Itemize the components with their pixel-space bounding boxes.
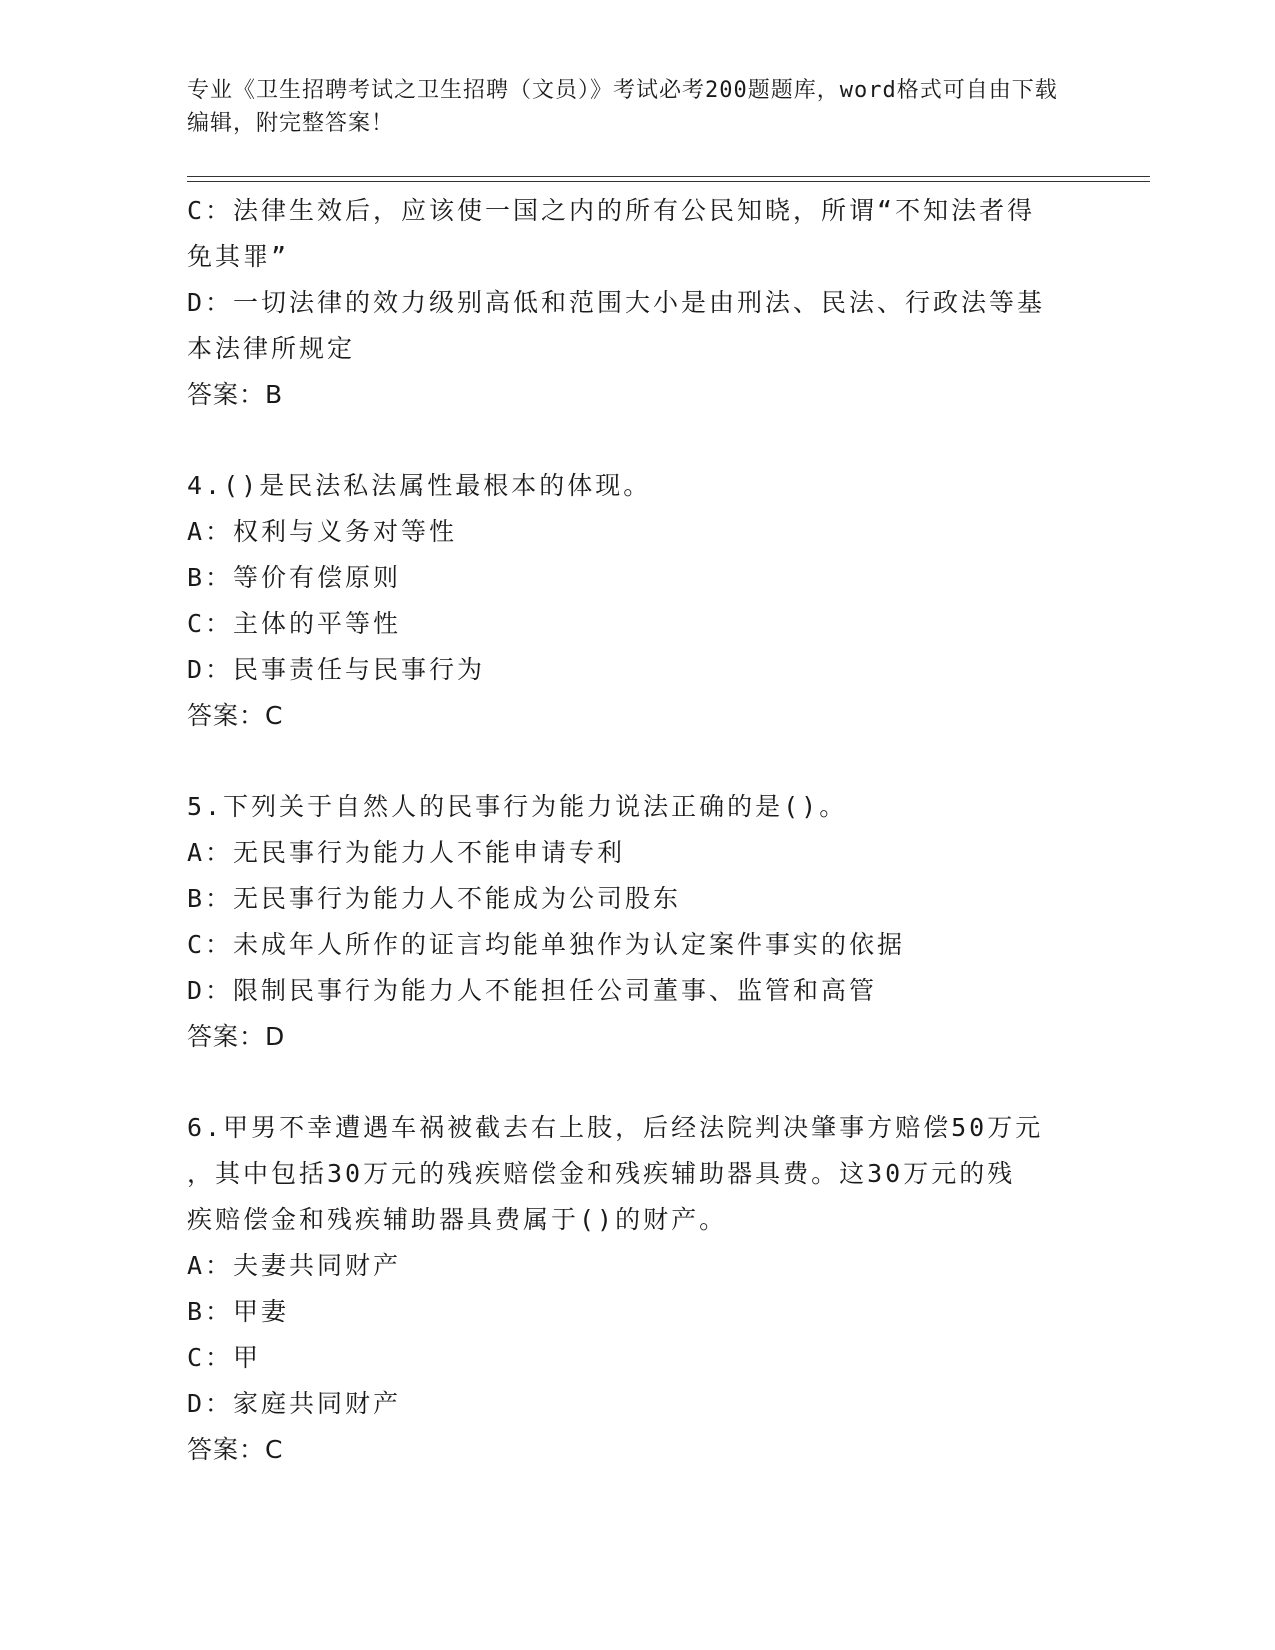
question-content [187, 188, 1087, 1473]
option-line: D：限制民事行为能力人不能担任公司董事、监管和高管 [187, 976, 878, 1005]
question-gap [187, 739, 1087, 784]
question-line: 疾赔偿金和残疾辅助器具费属于()的财产。 [187, 1205, 728, 1234]
answer-line: 答案：B [187, 380, 284, 409]
option-line: B：等价有偿原则 [187, 563, 402, 592]
option-line: D：民事责任与民事行为 [187, 655, 486, 684]
question-line: ，其中包括30万元的残疾赔偿金和残疾辅助器具费。这30万元的残 [187, 1159, 1016, 1188]
answer-line: 答案：C [187, 701, 284, 730]
option-line: A：无民事行为能力人不能申请专利 [187, 838, 626, 867]
option-line: A：权利与义务对等性 [187, 517, 458, 546]
option-line: 本法律所规定 [187, 334, 356, 363]
option-line: 免其罪” [187, 242, 290, 271]
option-line: A：夫妻共同财产 [187, 1251, 402, 1280]
question-gap [187, 1060, 1087, 1105]
option-line: B：无民事行为能力人不能成为公司股东 [187, 884, 682, 913]
option-line: C：法律生效后，应该使一国之内的所有公民知晓，所谓“不知法者得 [187, 196, 1036, 225]
header-divider-bottom [187, 181, 1150, 182]
option-line: B：甲妻 [187, 1297, 290, 1326]
option-line: C：未成年人所作的证言均能单独作为认定案件事实的依据 [187, 930, 906, 959]
question-line: 6.甲男不幸遭遇车祸被截去右上肢，后经法院判决肇事方赔偿50万元 [187, 1113, 1044, 1142]
option-line: D：家庭共同财产 [187, 1389, 402, 1418]
answer-line: 答案：C [187, 1435, 284, 1464]
question-line: 4.()是民法私法属性最根本的体现。 [187, 471, 652, 500]
option-line: C：主体的平等性 [187, 609, 402, 638]
document-header: 专业《卫生招聘考试之卫生招聘（文员）》考试必考200题题库，word格式可自由下载编辑，附完整答案！ [187, 78, 1058, 136]
option-line: C：甲 [187, 1343, 262, 1372]
question-gap [187, 418, 1087, 463]
question-line: 5.下列关于自然人的民事行为能力说法正确的是()。 [187, 792, 848, 821]
header-divider-top [187, 176, 1150, 177]
answer-line: 答案：D [187, 1022, 286, 1051]
option-line: D：一切法律的效力级别高低和范围大小是由刑法、民法、行政法等基 [187, 288, 1046, 317]
